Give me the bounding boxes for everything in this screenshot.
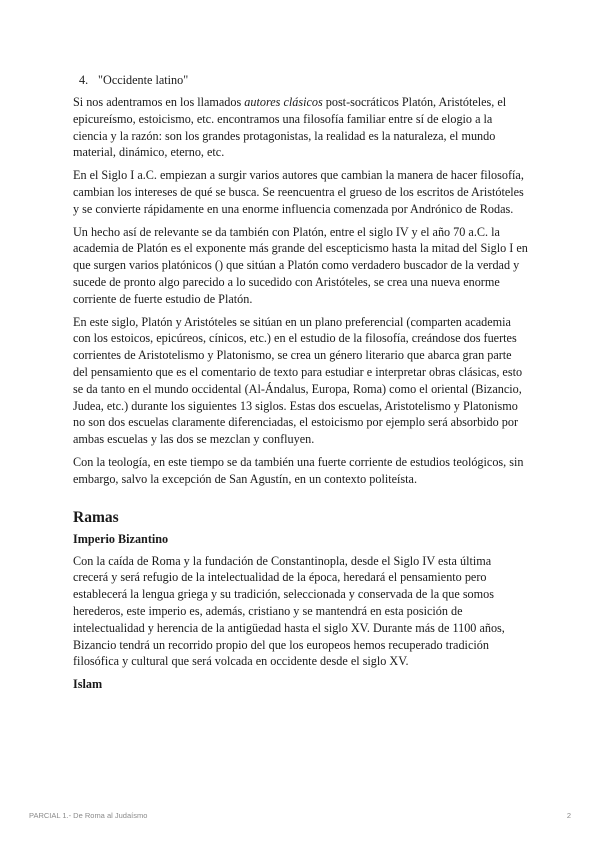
list-item-number: 4.	[79, 73, 89, 87]
paragraph-escuelas: En este siglo, Platón y Aristóteles se sitúan en un plano preferencial (comparten academia con los estoicos, epicúreos, cínicos, etc.) en el estudio de la filosofía, creándose dos fuertes corrientes de Aristotelismo y Platonismo, se crea un género literario que abarca gran parte del pensamiento que es el comentario de texto para estudiar e interpretar obras clásicas, esto se da tanto en el mundo occidental (Al-Ándalus, Europa, Roma) como el oriental (Bizancio, Judea, etc.) durante los siguientes 13 siglos. Estas dos escuelas, Aristotelismo y Platonismo no son dos escuelas claramente diferenciadas, el estoicismo por ejemplo será absorbido por ambas escuelas y las dos se mezclan y confluyen.	[73, 314, 523, 447]
subsection-heading: Imperio Bizantino	[73, 531, 169, 546]
list-item	[79, 72, 529, 88]
paragraph-bizancio: Con la caída de Roma y la fundación de Constantinopla, desde el Siglo IV esta última crecerá y será refugio de la intelectualidad de la época, heredará el pensamiento pero establecerá la lengua griega y su tradición, seleccionada y conservada de la que somos herederos, este imperio es, además, cristiano y se mantendrá en esta posición de intelectualidad y herencia de la antigüedad hasta el siglo XV. Durante más de 1100 años, Bizancio tendrá un recorrido propio del que los europeos hemos recuperado tradición filosófica y cultural que será volcada en occidente desde el siglo XV.	[73, 553, 505, 669]
page-footer	[29, 811, 571, 820]
footer-title: PARCIAL 1.- De Roma al Judaísmo	[29, 811, 148, 820]
list-item-text: "Occidente latino"	[98, 73, 189, 87]
section-heading: Ramas	[73, 508, 119, 526]
subsection-heading: Islam	[73, 677, 103, 692]
paragraph-text: post-socráticos Platón, Aristóteles, el epicureísmo, estoicismo, etc. encontramos una filosofía familiar entre sí de elogio a la ciencia y la razón: son los grandes protagonistas, la realidad es la naturaleza, el mundo material, dinámico, eterno, etc.	[73, 95, 507, 160]
emphasized-text: autores clásicos	[244, 95, 323, 109]
paragraph-teologia: Con la teología, en este tiempo se da también una fuerte corriente de estudios teológicos, sin embargo, salvo la excepción de San Agustín, en un contexto politeísta.	[73, 454, 524, 486]
paragraph-platon: Un hecho así de relevante se da también con Platón, entre el siglo IV y el año 70 a.C. la academia de Platón es el exponente más grande del escepticismo hasta la mitad del Siglo I en que surgen varios platónicos () que sitúan a Platón como verdadero buscador de la verdad y sucede de pronto algo parecido a lo sucedido con Aristóteles, se crea una nueva enorme corriente de fuerte estudio de Platón.	[73, 224, 528, 306]
page-number: 2	[566, 811, 571, 820]
paragraph-text: Si nos adentramos en los llamados	[73, 95, 245, 109]
paragraph-autores-clasicos	[73, 94, 529, 161]
paragraph-siglo-i: En el Siglo I a.C. empiezan a surgir varios autores que cambian la manera de hacer filosofía, cambian los intereses de qué se busca. Se reencuentra el grueso de los escritos de Aristóteles y se convierte rápidamente en una enorme influencia comenzada por Andrónico de Rodas.	[73, 168, 524, 216]
page-content	[73, 72, 529, 698]
